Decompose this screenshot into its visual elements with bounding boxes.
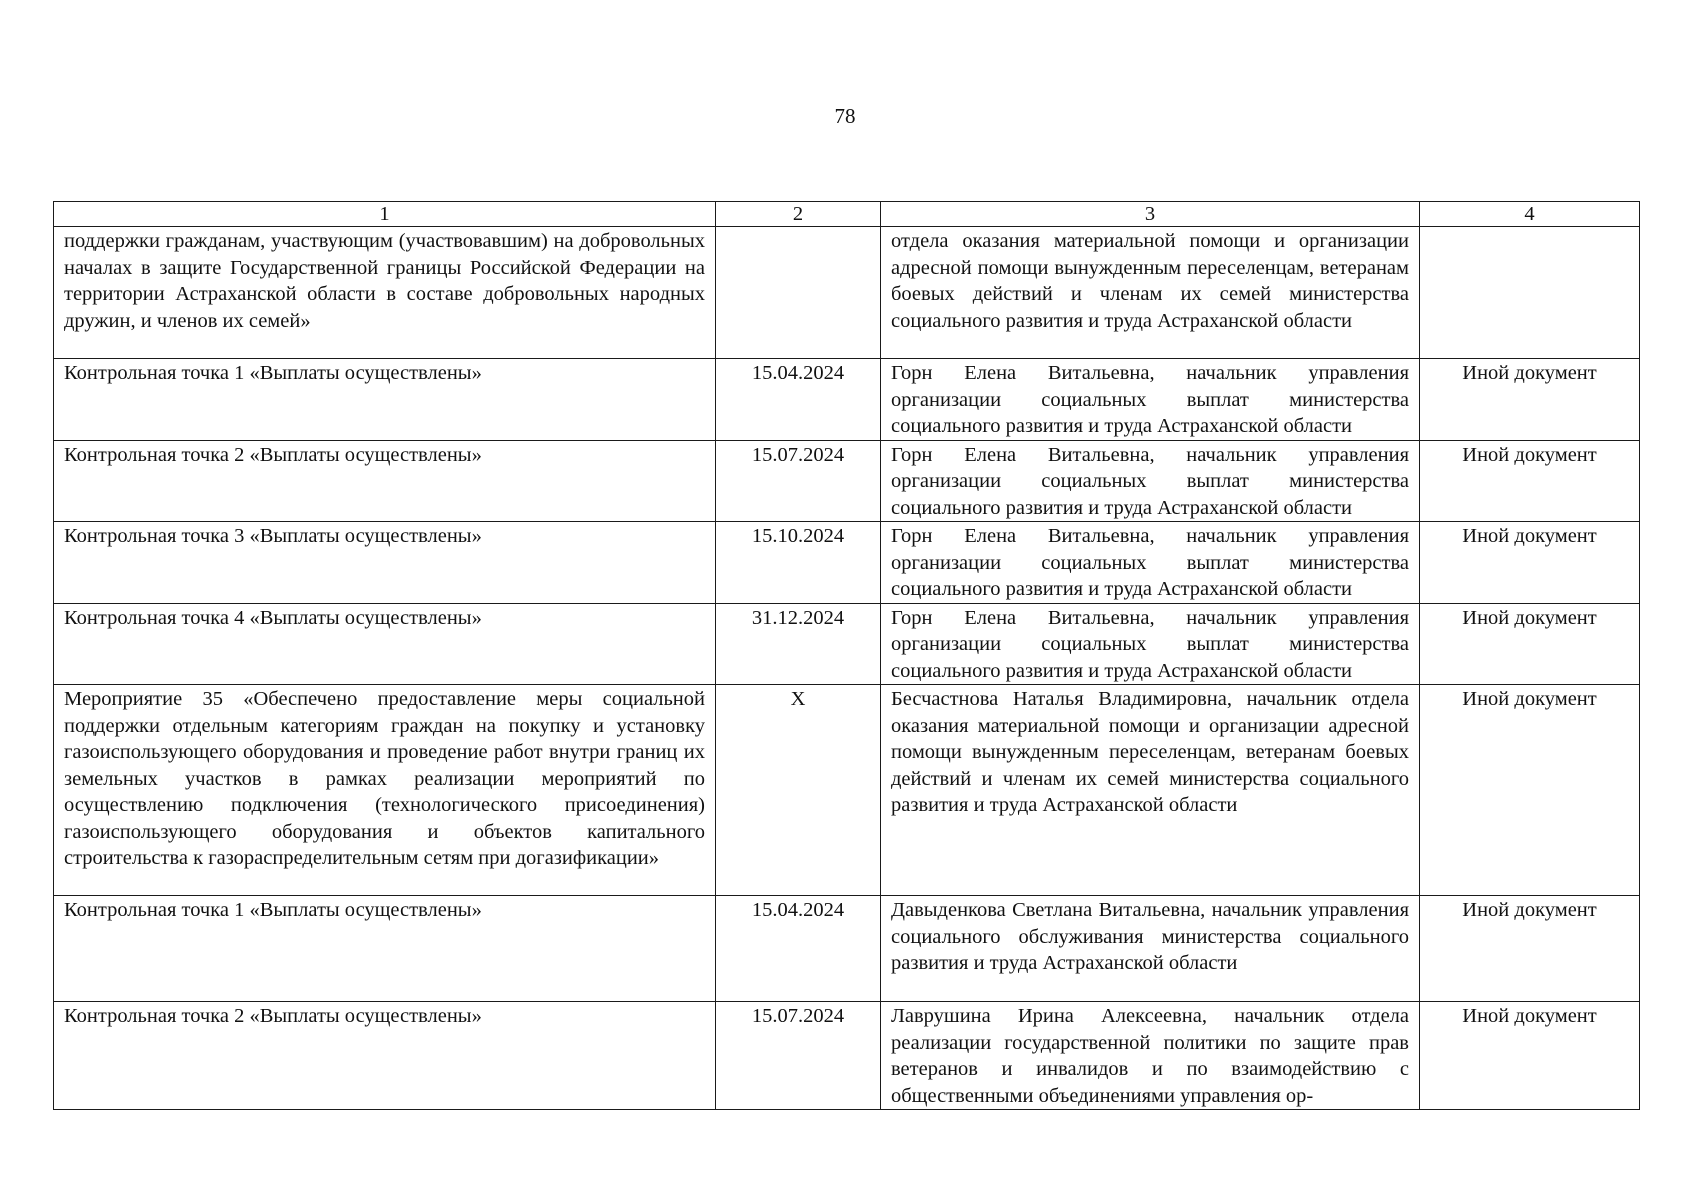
table-row <box>54 227 1640 359</box>
column-header-3: 3 <box>881 202 1420 227</box>
column-header-4: 4 <box>1420 202 1640 227</box>
responsible-cell: Давыденкова Светлана Витальевна, начальник управления социального обслуживания министерства социального развития и труда Астраханской области <box>881 896 1420 1002</box>
table-row <box>54 1002 1640 1110</box>
column-header-2: 2 <box>716 202 881 227</box>
event-cell: Контрольная точка 2 «Выплаты осуществлены» <box>54 1002 716 1110</box>
responsible-cell: Горн Елена Витальевна, начальник управления организации социальных выплат министерства социального развития и труда Астраханской области <box>881 359 1420 441</box>
date-cell: X <box>716 685 881 896</box>
document-cell <box>1420 227 1640 359</box>
document-cell: Иной документ <box>1420 896 1640 1002</box>
table-row <box>54 603 1640 685</box>
document-cell: Иной документ <box>1420 603 1640 685</box>
event-cell: поддержки гражданам, участвующим (участвовавшим) на добровольных началах в защите Государственной границы Российской Федерации на территории Астраханской области в составе добровольных народных дружин, и членов их семей» <box>54 227 716 359</box>
responsible-cell: Лаврушина Ирина Алексеевна, начальник отдела реализации государственной политики по защите прав ветеранов и инвалидов и по взаимодействию с общественными объединениями управления ор- <box>881 1002 1420 1110</box>
document-cell: Иной документ <box>1420 359 1640 441</box>
table-row <box>54 685 1640 896</box>
date-cell: 31.12.2024 <box>716 603 881 685</box>
document-cell: Иной документ <box>1420 685 1640 896</box>
event-cell: Контрольная точка 1 «Выплаты осуществлены» <box>54 896 716 1002</box>
table-row <box>54 522 1640 604</box>
date-cell: 15.10.2024 <box>716 522 881 604</box>
table-header-row <box>54 202 1640 227</box>
document-cell: Иной документ <box>1420 1002 1640 1110</box>
date-cell <box>716 227 881 359</box>
event-cell: Мероприятие 35 «Обеспечено предоставление меры социальной поддержки отдельным категориям граждан на покупку и установку газоиспользующего оборудования и проведение работ внутри границ их земельных участков в рамках реализации мероприятий по осуществлению подключения (технологического присоединения) газоиспользующего оборудования и объектов капитального строительства к газораспределительным сетям при догазификации» <box>54 685 716 896</box>
date-cell: 15.04.2024 <box>716 359 881 441</box>
table-row <box>54 359 1640 441</box>
date-cell: 15.04.2024 <box>716 896 881 1002</box>
control-points-table <box>53 201 1640 1110</box>
event-cell: Контрольная точка 4 «Выплаты осуществлены» <box>54 603 716 685</box>
responsible-cell: Горн Елена Витальевна, начальник управления организации социальных выплат министерства социального развития и труда Астраханской области <box>881 603 1420 685</box>
responsible-cell: Горн Елена Витальевна, начальник управления организации социальных выплат министерства социального развития и труда Астраханской области <box>881 440 1420 522</box>
document-cell: Иной документ <box>1420 522 1640 604</box>
event-cell: Контрольная точка 1 «Выплаты осуществлены» <box>54 359 716 441</box>
responsible-cell: отдела оказания материальной помощи и организации адресной помощи вынужденным переселенцам, ветеранам боевых действий и членам их семей министерства социального развития и труда Астраханской области <box>881 227 1420 359</box>
responsible-cell: Горн Елена Витальевна, начальник управления организации социальных выплат министерства социального развития и труда Астраханской области <box>881 522 1420 604</box>
responsible-cell: Бесчастнова Наталья Владимировна, начальник отдела оказания материальной помощи и организации адресной помощи вынужденным переселенцам, ветеранам боевых действий и членам их семей министерства социального развития и труда Астраханской области <box>881 685 1420 896</box>
event-cell: Контрольная точка 3 «Выплаты осуществлены» <box>54 522 716 604</box>
event-cell: Контрольная точка 2 «Выплаты осуществлены» <box>54 440 716 522</box>
date-cell: 15.07.2024 <box>716 440 881 522</box>
date-cell: 15.07.2024 <box>716 1002 881 1110</box>
document-cell: Иной документ <box>1420 440 1640 522</box>
table-row <box>54 896 1640 1002</box>
table-row <box>54 440 1640 522</box>
column-header-1: 1 <box>54 202 716 227</box>
page-number: 78 <box>834 104 856 128</box>
